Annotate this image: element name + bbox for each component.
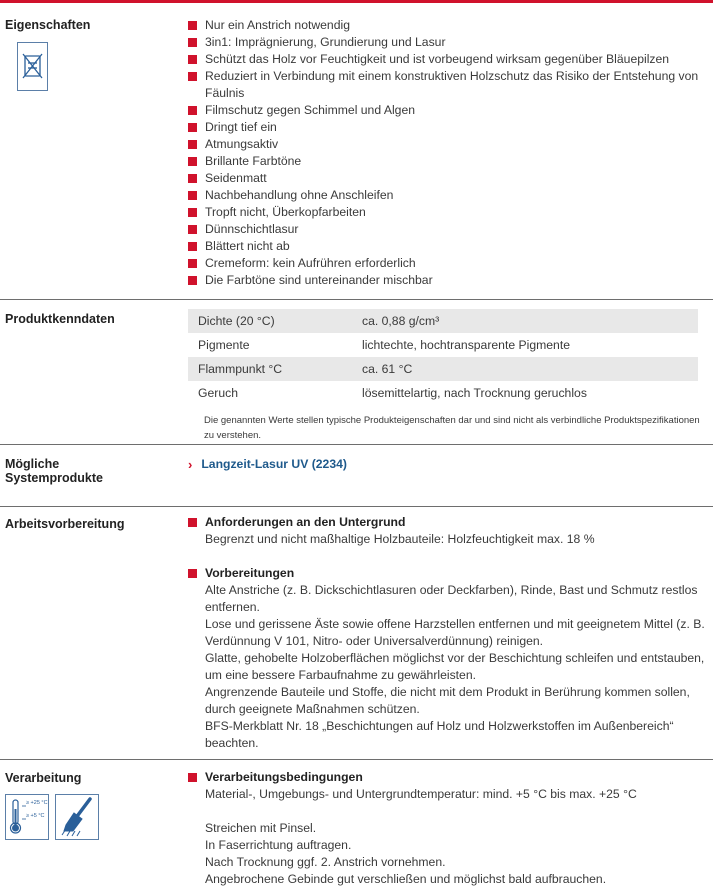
- subheading-text: Vorbereitungen: [205, 566, 295, 580]
- bullet-square-icon: [188, 208, 197, 217]
- list-item: [188, 34, 705, 51]
- list-item: [188, 221, 705, 238]
- bullet-square-icon: [188, 569, 197, 578]
- section-label: Eigenschaften: [5, 18, 91, 32]
- verarbeitung-lines: [188, 820, 705, 888]
- bullet-square-icon: [188, 276, 197, 285]
- bullet-square-icon: [188, 55, 197, 64]
- bullet-square-icon: [188, 106, 197, 115]
- section-produktkenndaten: [0, 300, 713, 445]
- list-item: [188, 170, 705, 187]
- property-value: lösemittelartig, nach Trocknung geruchlos: [362, 385, 587, 400]
- bullet-square-icon: [188, 21, 197, 30]
- system-product-link[interactable]: [188, 456, 705, 473]
- eigenschaften-list: [188, 17, 705, 289]
- list-item: [188, 68, 705, 102]
- paragraph: Nach Trocknung ggf. 2. Anstrich vornehmen.: [205, 855, 446, 869]
- list-item-text: Reduziert in Verbindung mit einem konstruktiven Holzschutz das Risiko der Entstehung von Fäulnis: [205, 69, 699, 100]
- list-item: [188, 51, 705, 68]
- list-item-text: Schützt das Holz vor Feuchtigkeit und ist vorbeugend wirksam gegenüber Bläuepilzen: [205, 52, 670, 66]
- thermometer-icon: [5, 794, 49, 840]
- property-name: Geruch: [198, 385, 238, 400]
- list-item: [188, 119, 705, 136]
- subheading: [188, 565, 705, 582]
- bullet-square-icon: [188, 518, 197, 527]
- list-item: [188, 255, 705, 272]
- paragraph: Glatte, gehobelte Holzoberflächen möglichst vor der Beschichtung schleifen und entstauben, um eine bessere Farbaufnahme zu gewährleisten.: [205, 651, 705, 682]
- subheading: [188, 514, 705, 531]
- section-arbeitsvorbereitung: [0, 507, 713, 760]
- label-line: Systemprodukte: [5, 471, 103, 485]
- paragraph: Angrenzende Bauteile und Stoffe, die nicht mit dem Produkt in Berührung kommen sollen, durch geeignete Maßnahmen schützen.: [205, 685, 690, 716]
- chevron-right-icon: ›: [188, 457, 193, 472]
- list-item: [188, 17, 705, 34]
- subheading-text: Anforderungen an den Untergrund: [205, 515, 406, 529]
- section-label: Arbeitsvorbereitung: [5, 517, 125, 531]
- verarbeitung-content: [188, 769, 705, 888]
- brush-icon: [55, 794, 99, 840]
- section-label: Verarbeitung: [5, 771, 82, 785]
- property-value: ca. 61 °C: [352, 357, 698, 381]
- bullet-square-icon: [188, 38, 197, 47]
- bullet-square-icon: [188, 140, 197, 149]
- temp-low-label: ≥ +5 °C: [26, 813, 45, 819]
- list-item: [188, 272, 705, 289]
- paragraph: BFS-Merkblatt Nr. 18 „Beschichtungen auf Holz und Holzwerkstoffen im Außenbereich“ beachten.: [205, 719, 674, 750]
- systemprodukte-content: [188, 456, 705, 473]
- bullet-square-icon: [188, 225, 197, 234]
- section-verarbeitung: [0, 760, 713, 894]
- list-item-text: Filmschutz gegen Schimmel und Algen: [205, 103, 416, 117]
- list-item-text: Seidenmatt: [205, 171, 267, 185]
- table-row: [188, 357, 698, 381]
- bullet-square-icon: [188, 242, 197, 251]
- table-row: [188, 309, 698, 333]
- bullet-square-icon: [188, 174, 197, 183]
- system-product-link-label[interactable]: Langzeit-Lasur UV (2234): [201, 457, 347, 471]
- list-item: [188, 102, 705, 119]
- bullet-square-icon: [188, 72, 197, 81]
- list-item: [188, 136, 705, 153]
- property-name: Flammpunkt °C: [188, 357, 352, 381]
- bullet-square-icon: [188, 191, 197, 200]
- paragraph: Lose und gerissene Äste sowie offene Harzstellen entfernen und mit geeignetem Mittel (z. B. Verdünnung V 101, Nitro- oder Universalverdünnung) reinigen.: [205, 617, 705, 648]
- list-item-text: Die Farbtöne sind untereinander mischbar: [205, 273, 433, 287]
- list-item-text: Dünnschichtlasur: [205, 222, 299, 236]
- bullet-square-icon: [188, 157, 197, 166]
- property-name: Pigmente: [198, 337, 250, 352]
- section-label: Produktkenndaten: [5, 312, 115, 326]
- no-sanding-icon: [17, 42, 48, 91]
- label-line: Mögliche: [5, 457, 60, 471]
- temp-high-label: ≥ +25 °C: [26, 800, 48, 806]
- list-item: [188, 238, 705, 255]
- property-name: Dichte (20 °C): [188, 309, 352, 333]
- property-value: ca. 0,88 g/cm³: [352, 309, 698, 333]
- paragraph: Begrenzt und nicht maßhaltige Holzbauteile: Holzfeuchtigkeit max. 18 %: [205, 532, 595, 546]
- list-item-text: Atmungsaktiv: [205, 137, 279, 151]
- paragraph: Streichen mit Pinsel.: [205, 821, 317, 835]
- properties-table: [188, 309, 698, 405]
- table-row: [188, 381, 698, 405]
- section-eigenschaften: [0, 0, 713, 300]
- list-item-text: Dringt tief ein: [205, 120, 277, 134]
- spacer: [188, 803, 705, 820]
- produktkenndaten-content: [188, 309, 705, 443]
- table-row: [188, 333, 698, 357]
- list-item-text: 3in1: Imprägnierung, Grundierung und Lasur: [205, 35, 446, 49]
- list-item-text: Nachbehandlung ohne Anschleifen: [205, 188, 394, 202]
- bullet-square-icon: [188, 259, 197, 268]
- arbeitsvorbereitung-content: [188, 514, 705, 752]
- list-item-text: Brillante Farbtöne: [205, 154, 302, 168]
- paragraph: Angebrochene Gebinde gut verschließen und möglichst bald aufbrauchen.: [205, 872, 607, 886]
- bullet-square-icon: [188, 123, 197, 132]
- list-item-text: Nur ein Anstrich notwendig: [205, 18, 350, 32]
- list-item-text: Tropft nicht, Überkopfarbeiten: [205, 205, 366, 219]
- paragraph: In Faserrichtung auftragen.: [205, 838, 352, 852]
- property-value: lichtechte, hochtransparente Pigmente: [362, 337, 570, 352]
- section-systemprodukte: [0, 445, 713, 507]
- list-item: [188, 204, 705, 221]
- list-item-text: Blättert nicht ab: [205, 239, 290, 253]
- list-item-text: Cremeform: kein Aufrühren erforderlich: [205, 256, 416, 270]
- section-label: [5, 457, 103, 485]
- disclaimer-note: Die genannten Werte stellen typische Produkteigenschaften dar und sind nicht als verbindliche Produktspezifikationen zu verstehen.: [204, 415, 700, 441]
- bullet-square-icon: [188, 773, 197, 782]
- subheading: [188, 769, 705, 786]
- paragraph: Alte Anstriche (z. B. Dickschichtlasuren oder Deckfarben), Rinde, Bast und Schmutz restlos entfernen.: [205, 583, 698, 614]
- subheading-text: Verarbeitungsbedingungen: [205, 770, 363, 784]
- paragraph: Material-, Umgebungs- und Untergrundtemperatur: mind. +5 °C bis max. +25 °C: [205, 787, 637, 801]
- list-item: [188, 153, 705, 170]
- list-item: [188, 187, 705, 204]
